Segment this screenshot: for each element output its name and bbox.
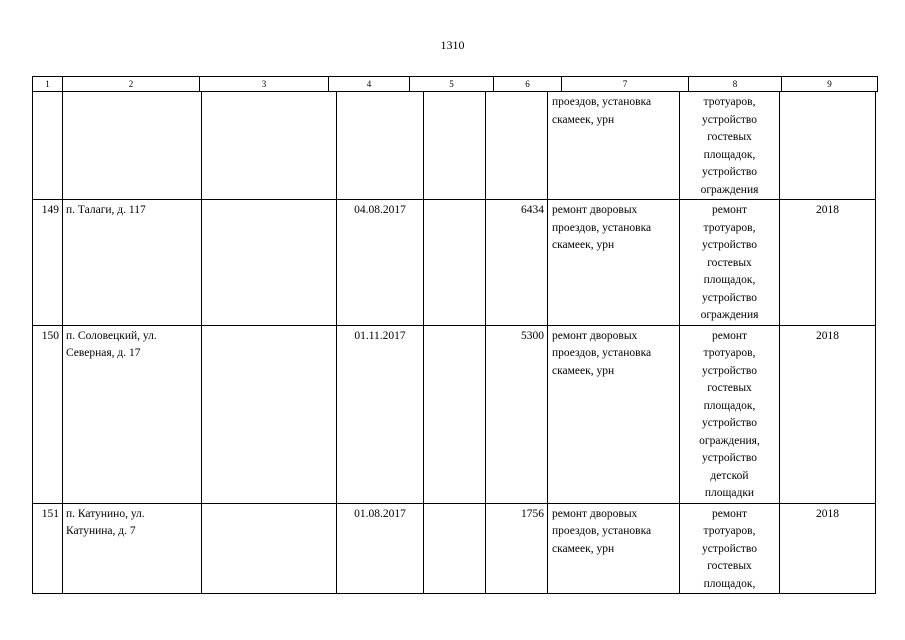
cell-col3 xyxy=(202,503,337,594)
cell-num: 150 xyxy=(33,325,63,503)
text-line: ремонт xyxy=(711,329,748,342)
text-line: устройство xyxy=(702,452,757,464)
text-line: площадок, xyxy=(703,148,756,161)
cell-works-yard xyxy=(548,325,680,503)
column-header-6: 6 xyxy=(494,77,562,92)
text-line: скамеек, урн xyxy=(552,113,615,126)
cell-date: 04.08.2017 xyxy=(337,200,424,326)
text-line: площадок, xyxy=(703,274,756,286)
page-number: 1310 xyxy=(440,38,465,52)
column-header-9: 9 xyxy=(782,77,878,92)
data-table xyxy=(32,92,876,594)
cell-works-other xyxy=(680,325,780,503)
column-header-7: 7 xyxy=(562,77,689,92)
cell-date: 01.08.2017 xyxy=(337,503,424,594)
cell-year: 2018 xyxy=(780,200,876,326)
cell-address xyxy=(63,325,202,503)
text-line: устройство xyxy=(702,113,757,126)
column-header-4: 4 xyxy=(329,77,410,92)
column-number-header xyxy=(32,76,878,92)
cell-date: 01.11.2017 xyxy=(337,325,424,503)
table-row-continuation xyxy=(33,92,876,200)
text-line: Катунина, д. 7 xyxy=(66,525,136,537)
text-line: ограждения xyxy=(700,183,759,196)
cell-works-other xyxy=(680,200,780,326)
text-line: проездов, установка xyxy=(552,347,652,359)
cell-year: 2018 xyxy=(780,325,876,503)
text-line: проездов, установка xyxy=(552,525,652,537)
cell-works-yard xyxy=(548,503,680,594)
text-line: скамеек, урн xyxy=(552,239,615,251)
cell-col5 xyxy=(424,503,486,594)
cell-col3 xyxy=(202,200,337,326)
text-line: площадок, xyxy=(703,577,756,590)
text-line: скамеек, урн xyxy=(552,364,615,377)
text-line: тротуаров, xyxy=(703,96,756,108)
text-line: гостевых xyxy=(707,560,752,572)
cell-works-other xyxy=(680,503,780,594)
cell-area: 6434 xyxy=(486,200,548,326)
text-line: тротуаров, xyxy=(703,221,756,234)
text-line: скамеек, урн xyxy=(552,542,615,555)
text-line: устройство xyxy=(702,542,757,555)
cell-area: 5300 xyxy=(486,325,548,503)
cell-address xyxy=(63,200,202,326)
column-header-2: 2 xyxy=(63,77,200,92)
cell-col5 xyxy=(424,325,486,503)
text-line: площадок, xyxy=(703,399,756,412)
text-line: детской xyxy=(710,469,749,482)
cell-col5 xyxy=(424,200,486,326)
text-line: тротуаров, xyxy=(703,347,756,359)
text-line: гостевых xyxy=(707,256,752,269)
text-line: ремонт xyxy=(711,507,748,520)
cell-num: 151 xyxy=(33,503,63,594)
text-line: ремонт xyxy=(711,204,748,216)
cell-works-yard xyxy=(548,92,680,200)
text-line: устройство xyxy=(702,417,757,429)
text-line: устройство xyxy=(702,166,757,178)
text-line: Северная, д. 17 xyxy=(66,347,141,359)
text-line: п. Соловецкий, ул. xyxy=(66,329,157,342)
cell-address xyxy=(63,503,202,594)
cell-year xyxy=(780,92,876,200)
text-line: п. Катунино, ул. xyxy=(66,507,145,520)
text-line: проездов, установка xyxy=(552,96,652,108)
cell-area xyxy=(486,92,548,200)
cell-area: 1756 xyxy=(486,503,548,594)
cell-works-other xyxy=(680,92,780,200)
column-header-3: 3 xyxy=(200,77,329,92)
text-line: гостевых xyxy=(707,382,752,394)
cell-col3 xyxy=(202,325,337,503)
cell-num: 149 xyxy=(33,200,63,326)
text-line: ограждения xyxy=(700,309,759,321)
cell-col5 xyxy=(424,92,486,200)
text-line: устройство xyxy=(702,364,757,377)
column-header-8: 8 xyxy=(689,77,782,92)
table-row xyxy=(33,325,876,503)
text-line: устройство xyxy=(702,291,757,304)
text-line: ограждения, xyxy=(699,434,760,447)
cell-col3 xyxy=(202,92,337,200)
table-row xyxy=(33,503,876,594)
cell-num xyxy=(33,92,63,200)
table-row xyxy=(33,200,876,326)
cell-date xyxy=(337,92,424,200)
text-line: проездов, установка xyxy=(552,221,652,234)
cell-works-yard xyxy=(548,200,680,326)
cell-year: 2018 xyxy=(780,503,876,594)
text-line: тротуаров, xyxy=(703,525,756,537)
text-line: п. Талаги, д. 117 xyxy=(66,204,146,216)
text-line: ремонт дворовых xyxy=(552,204,638,216)
text-line: устройство xyxy=(702,239,757,251)
text-line: гостевых xyxy=(707,131,752,143)
column-header-5: 5 xyxy=(410,77,494,92)
text-line: ремонт дворовых xyxy=(552,329,638,342)
column-header-1: 1 xyxy=(33,77,63,92)
text-line: площадки xyxy=(704,487,755,499)
text-line: ремонт дворовых xyxy=(552,507,638,520)
cell-address xyxy=(63,92,202,200)
